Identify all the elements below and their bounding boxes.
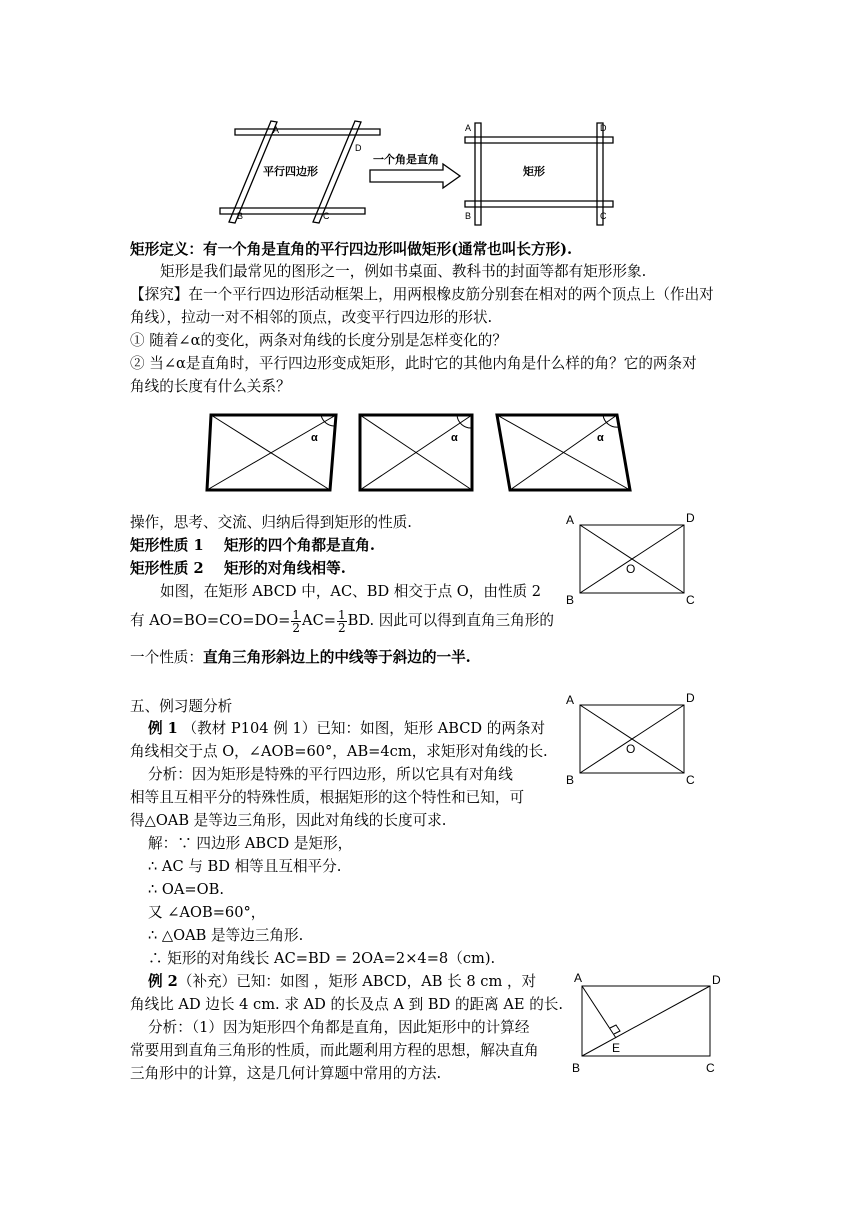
example-1-line-1: [148, 719, 545, 739]
vertex-d: D: [686, 511, 695, 525]
alpha-label-2: α: [451, 432, 458, 444]
right-vertex-c: C: [600, 211, 607, 221]
example-1-label: 例 1: [148, 720, 178, 737]
vertex-b: B: [572, 1061, 581, 1075]
example-1-analysis-1: 分析：因为矩形是特殊的平行四边形，所以它具有对角线: [148, 766, 513, 783]
point-o: O: [626, 562, 636, 576]
vertex-a: A: [574, 971, 583, 985]
intro-paragraph: 矩形是我们最常见的图形之一，例如书桌面、教科书的封面等都有矩形形象.: [160, 263, 647, 280]
vertex-c: C: [686, 773, 695, 787]
solution-line-4: 又 ∠AOB=60°，: [148, 904, 266, 921]
left-vertex-b: B: [237, 211, 244, 221]
vertex-d: D: [686, 691, 695, 705]
point-o: O: [626, 742, 636, 756]
solution-line-2: ∴ AC 与 BD 相等且互相平分.: [148, 858, 342, 875]
left-vertex-c: C: [323, 211, 330, 221]
left-vertex-a: A: [273, 125, 280, 135]
right-vertex-b: B: [465, 211, 472, 221]
example-1-analysis-2: 相等且互相平分的特殊性质，根据矩形的这个特性和已知，可: [130, 789, 525, 806]
question-2-line-1: ② 当∠α是直角时，平行四边形变成矩形，此时它的其他内角是什么样的角？它的两条对: [130, 355, 697, 372]
fraction-half-2: [337, 609, 347, 634]
property-1-title: 矩形性质 1: [130, 537, 204, 554]
property-1-text: 矩形的四个角都是直角.: [223, 537, 375, 554]
example-1-text: （教材 P104 例 1）已知：如图，矩形 ABCD 的两条对: [182, 720, 546, 737]
point-e: E: [612, 1041, 621, 1055]
vertex-a: A: [566, 693, 575, 707]
rectangle-definition: 矩形定义：有一个角是直角的平行四边形叫做矩形(通常也叫长方形).: [130, 241, 573, 258]
vertex-b: B: [566, 593, 575, 607]
solution-line-5: ∴ △OAB 是等边三角形.: [148, 927, 304, 944]
property-para-line-2: [130, 606, 554, 636]
question-1: ① 随着∠α的变化，两条对角线的长度分别是怎样变化的？: [130, 332, 507, 349]
property-para-2c: BD. 因此可以得到直角三角形的: [347, 612, 554, 629]
example-2-analysis-2: 常要用到直角三角形的性质，而此题利用方程的思想，解决直角: [130, 1042, 539, 1059]
property-2: [130, 559, 346, 579]
example-2-label: 例 2: [148, 973, 178, 990]
property-para-line-1: 如图，在矩形 ABCD 中，AC、BD 相交于点 O，由性质 2: [160, 583, 542, 600]
vertex-b: B: [566, 773, 575, 787]
operate-line: 操作，思考、交流、归纳后得到矩形的性质.: [130, 514, 412, 531]
section-5-heading: 五、例习题分析: [130, 698, 233, 715]
example-2-analysis-3: 三角形中的计算，这是几何计算题中常用的方法.: [130, 1065, 442, 1082]
rectangle-abcd-figure-2: [562, 690, 702, 790]
solution-line-3: ∴ OA=OB.: [148, 881, 224, 898]
arrow-label: 一个角是直角: [373, 154, 439, 166]
alpha-label-1: α: [311, 432, 318, 444]
fraction-half-1: [291, 609, 301, 634]
vertex-c: C: [706, 1061, 715, 1075]
parallelogram-to-rectangle-figure: [215, 115, 625, 230]
property-para-line-3: [130, 648, 471, 668]
property-para-3a: 一个性质：: [130, 649, 203, 666]
alpha-label-3: α: [597, 432, 604, 444]
vertex-c: C: [686, 593, 695, 607]
vertex-a: A: [566, 513, 575, 527]
solution-line-1: 解：∵ 四边形 ABCD 是矩形，: [148, 835, 353, 852]
left-vertex-d: D: [355, 143, 362, 153]
frames-with-diagonals-figure: [205, 410, 635, 500]
example-1-analysis-3: 得△OAB 是等边三角形，因此对角线的长度可求.: [130, 812, 447, 829]
fraction-numerator: 1: [292, 607, 301, 622]
explore-line-1: 【探究】在一个平行四边形活动框架上，用两根橡皮筋分别套在相对的两个顶点上（作出对: [130, 286, 714, 303]
right-vertex-a: A: [465, 123, 472, 133]
property-para-2b: AC=: [302, 612, 336, 629]
rectangle-abcd-figure-1: [562, 510, 702, 610]
fraction-denominator: 2: [337, 620, 346, 635]
example-2-line-2: 角线比 AD 边长 4 cm. 求 AD 的长及点 A 到 BD 的距离 AE 的长.: [130, 996, 564, 1013]
fraction-numerator: 1: [337, 607, 346, 622]
example-2-text: （补充）已知：如图 ，矩形 ABCD，AB 长 8 cm ，对: [177, 973, 537, 990]
property-para-2a: 有 AO=BO=CO=DO=: [130, 612, 291, 629]
example-2-analysis-1: 分析：（1）因为矩形四个角都是直角，因此矩形中的计算经: [148, 1019, 530, 1036]
question-2-line-2: 角线的长度有什么关系？: [130, 378, 291, 395]
property-2-text: 矩形的对角线相等.: [223, 560, 346, 577]
right-vertex-d: D: [600, 123, 607, 133]
median-hypotenuse-property: 直角三角形斜边上的中线等于斜边的一半.: [202, 649, 471, 666]
example-2-line-1: [148, 972, 536, 992]
property-1: [130, 536, 375, 556]
rectangle-abcd-altitude-figure: [566, 968, 726, 1078]
rectangle-label: 矩形: [523, 166, 545, 178]
vertex-d: D: [712, 973, 721, 987]
fraction-denominator: 2: [292, 620, 301, 635]
solution-line-6: ∴ 矩形的对角线长 AC=BD = 2OA=2×4=8（cm).: [148, 950, 496, 967]
property-2-title: 矩形性质 2: [130, 560, 204, 577]
parallelogram-label: 平行四边形: [263, 166, 318, 178]
example-1-line-2: 角线相交于点 O，∠AOB=60°，AB=4cm，求矩形对角线的长.: [130, 743, 548, 760]
explore-line-2: 角线），拉动一对不相邻的顶点，改变平行四边形的形状.: [130, 309, 493, 326]
